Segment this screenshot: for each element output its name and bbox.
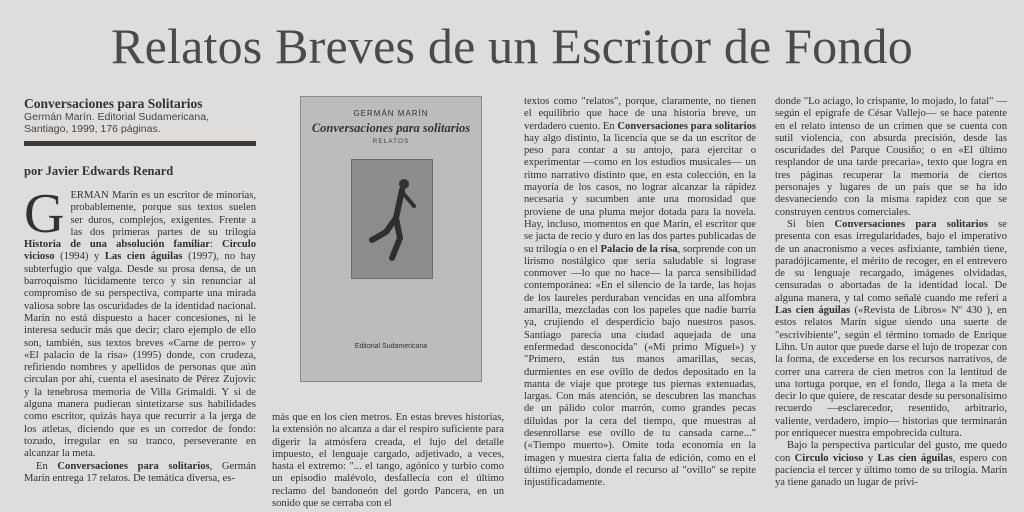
paragraph: En Conversaciones para solitarios, Germán Marín entrega 17 relatos. De temática diversa, es- xyxy=(24,460,257,484)
section-rule xyxy=(24,141,256,146)
byline: por Javier Edwards Renard xyxy=(24,164,174,178)
paragraph: más que en los cien metros. En estas breves historias, la extensión no alcanza a dar el respiro suficiente para digerir la atmósfera creada, el lujo del detalle impuesto, el lenguaje cargado, adjetivado, a veces, hasta el extremo: "... el tango, agónico y turbio como un episodio malévolo, desfallecía con el último reclamo del bandoneón del gordo Pancera, en un sonido que se cerraba con el xyxy=(272,412,504,510)
cover-author: GERMÁN MARÍN xyxy=(353,109,429,118)
book-title: Conversaciones para Solitarios xyxy=(24,96,203,111)
cover-title: Conversaciones para solitarios xyxy=(311,121,471,135)
paragraph: Si bien Conversaciones para solitarios se presenta con esas irregularidades, bajo el imperativo de un anacronismo a veces asfixiante, también tiene, paradójicamente, el mérito de recoger, en el entrevero de su lenguaje recargado, imágenes olvidadas, censuradas o abortadas de la identidad local. De alguna manera, y tal como señalé cuando me referí a Las cien águilas («Revista de Libros» Nº 430 ), en estos relatos Marín sigue siendo una suerte de "escrivibiente", según el término tomado de Enrique Lihn. Un autor que puede darse el lujo de tropezar con la forma, de excederse en los recursos narrativos, de correr una carrera de cien metros con la lentitud de una tortuga porque, en el fondo, llega a la meta de decir lo que quiere, de rescatar desde su personalísimo recuerdo —esclarecedor, resentido, arbitrario, valiente, verdadero, impío— historias que terminarán por enriquecer nuestra empobrecida cultura. xyxy=(775,218,1007,440)
paragraph: Bajo la perspectiva particular del gusto, me quedo con Circulo vicioso y Las cien águilas, espero con paciencia el tercer y último tomo de su trilogía. Marín ya tiene ganado un lugar de privi- xyxy=(775,440,1007,489)
paragraph: textos como "relatos", porque, claramente, no tienen el equilibrio que hace de una historia breve, un verdadero cuento. En Conversaciones para solitarios hay algo distinto, la licencia que se da un escritor de peso para contar a su antojo, para ejercitar o experimentar —como en los estudios musicales— un ritmo narrativo distinto que, en esta colección, en la mayoría de los casos, no lograr alcanzar la rápidez necesaria y sucumben ante una morosidad que proviene de una pluma mejor dotada para la novela. Hay, incluso, momentos en que Marín, el escritor que se jacta de recio y duro en las dos partes publicadas de su trilogía o en el Palacio de la risa, sorprende con un lirismo nostálgico que sería saludable si lograse conmover —lo que no hace— la parca sensibilidad contemporánea: «En el silencio de la tarde, las hojas de los laureles perduraban vencidas en una alfombra amarilla, mezcladas con los papeles que nadie barría ya, crujiendo el desperdicio bajo nuestros pasos. Santiago parecía una ciudad aquejada de una enfermedad desconocida" («Mi primo Miguel») y "Primero, están tus manos amarillas, secas, durmientes en ese ovillo de dedos depositado en la manta de viaje que protege tus piernas extenuadas, largas. Con más atención, se descubren las manchas de un pálido color marrón, como grandes pecas diluidas por la cera del tiempo, que muestras al desenrollarse ese ovillo de tu cansada carne..." («Tiempo muerto»). Omite toda economía en la imagen y muestra cierta falta de edición, como en el último ejemplo, donde el recurso al "ovillo" se repite injustificadamente. xyxy=(524,96,757,489)
book-cover-image xyxy=(300,96,482,382)
paragraph: GERMAN Marín es un escritor de minorías, probablemente, porque sus textos suelen ser duros, complejos, exigentes. Frente a las dos primeras partes de su trilogía Historia de una absolución familiar: Circulo vicioso (1994) y Las cien águilas (1997), no hay subterfugio que valga. Desde su prosa densa, de un barroquismo lúcidamente terco y sin renunciar al compromiso de su perspectiva, comparte una mirada valiosa sobre las oscuridades de la identidad nacional. Marín no está dispuesto a hacer concesiones, ni le interesa seducir más que decir; claro ejemplo de ello son, también, sus textos breves «Carne de perro» y «El palacio de la risa» (1995) donde, con crudeza, refiriendo nombres y apellidos de personas que aún circulan por ahí, cuenta el asesinato de Pérez Zujovic y la tenebrosa memoria de Villa Grimaldi. Y si de alguna manera pudieran sintetizarse sus habilidades como escritor, quizás haya que recurrir a la jerga de los atletas, diciendo que es un corredor de fondo: tozudo, irregular en su tranco, perseverante en alcanzar la meta. xyxy=(24,183,256,460)
cover-subtitle: RELATOS xyxy=(372,138,410,145)
paragraph: donde "Lo aciago, lo crispante, lo mojado, lo fatal" —según el epígrafe de César Vallejo— se hace patente en el relato intenso de un crimen que se cuenta con sutil violencia, con absurda precisión, desde las oscuridades del Parque Cousiño; o en «El último resplandor de una tarde precaria», texto que logra en tres páginas recuperar la memoria de ciertos personajes y lugares de un país que se ha ido desvaneciendo con la misma rapidez con que se construyen centros comerciales. xyxy=(775,96,1007,218)
drop-cap: G xyxy=(24,183,65,245)
book-meta: Germán Marín. Editorial Sudamericana, Santiago, 1999, 176 páginas. xyxy=(24,111,209,135)
headline: Relatos Breves de un Escritor de Fondo xyxy=(111,18,913,74)
column-1 xyxy=(24,96,256,485)
column-2 xyxy=(272,412,504,510)
cover-publisher: Editorial Sudamericana xyxy=(354,343,428,350)
column-3 xyxy=(524,96,756,490)
book-cover-figure-illustration xyxy=(351,159,433,279)
figure-icon xyxy=(352,160,432,278)
column-4 xyxy=(775,96,1007,490)
